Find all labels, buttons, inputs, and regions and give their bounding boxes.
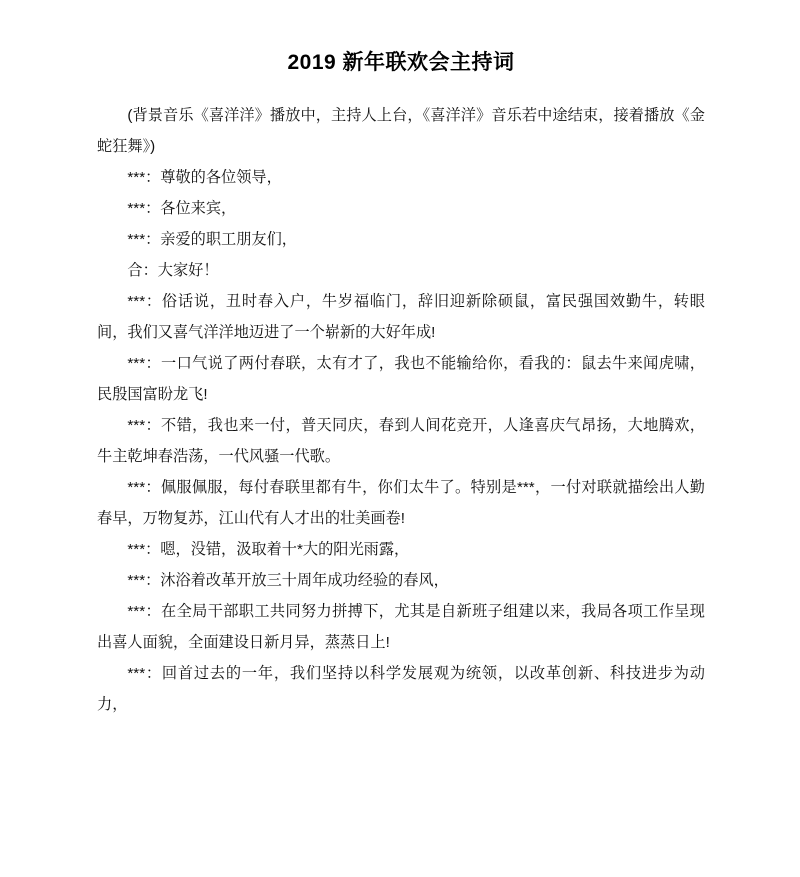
paragraph: 合：大家好！ [127, 262, 219, 279]
paragraph: ***：沐浴着改革开放三十周年成功经验的春风， [127, 572, 449, 589]
paragraph: ***：尊敬的各位领导， [127, 169, 282, 186]
paragraph: ***：佩服佩服，每付春联里都有牛，你们太牛了。特别是***，一付对联就描绘出人勤春早，万物复苏，江山代有人才出的壮美画卷! [97, 479, 705, 527]
document-content [97, 0, 705, 720]
paragraph: (背景音乐《喜洋洋》播放中，主持人上台，《喜洋洋》音乐若中途结束，接着播放《金蛇狂舞》) [97, 107, 705, 155]
paragraph: ***：回首过去的一年，我们坚持以科学发展观为统领，以改革创新、科技进步为动力， [97, 665, 705, 713]
document-body [97, 100, 705, 720]
paragraph: ***：不错，我也来一付，普天同庆，春到人间花竞开，人逢喜庆气昂扬，大地腾欢，牛主乾坤春浩荡，一代风骚一代歌。 [97, 417, 705, 465]
paragraph: ***：亲爱的职工朋友们， [127, 231, 297, 248]
paragraph: ***：嗯，没错，汲取着十*大的阳光雨露， [127, 541, 410, 558]
paragraph: ***：在全局干部职工共同努力拼搏下，尤其是自新班子组建以来，我局各项工作呈现出喜人面貌，全面建设日新月异，蒸蒸日上! [97, 603, 705, 651]
page-title: 2019 新年联欢会主持词 [287, 51, 515, 74]
paragraph: ***：俗话说，丑时春入户，牛岁福临门，辞旧迎新除硕鼠，富民强国效勤牛，转眼间，我们又喜气洋洋地迈进了一个崭新的大好年成! [97, 293, 705, 341]
paragraph: ***：各位来宾， [127, 200, 237, 217]
paragraph: ***：一口气说了两付春联，太有才了，我也不能输给你，看我的：鼠去牛来闻虎啸，民殷国富盼龙飞! [97, 355, 705, 403]
